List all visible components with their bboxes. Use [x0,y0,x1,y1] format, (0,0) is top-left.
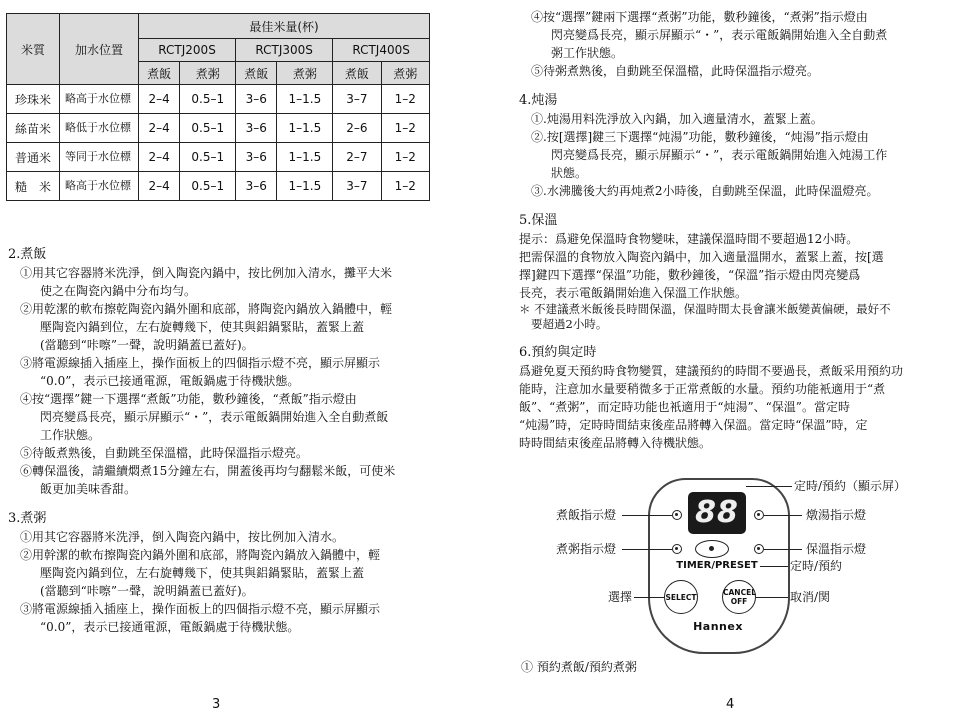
cups-cell: 3–6 [236,172,277,201]
cups-cell: 1–2 [381,85,429,114]
control-panel-diagram [556,470,958,650]
text-line: ④按“選擇”鍵一下選擇“煮飯”功能，數秒鐘後，“煮飯”指示燈由 [20,392,357,406]
cups-cell: 2–4 [139,85,180,114]
label-timer-display: 定時/預約（顯示屏） [794,479,907,493]
text-line: ⑤待粥煮熟後，自動跳至保溫檔，此時保溫指示燈亮。 [531,64,820,78]
cancel-off-button[interactable] [722,580,756,614]
leader-line [622,549,672,550]
cups-cell: 3–7 [333,85,381,114]
col-water-level: 加水位置 [60,14,139,85]
text-line: ⑥轉保溫後，請繼續燜煮15分鐘左右，開蓋後再均勻翻鬆米飯，可使米 [20,464,396,478]
left-instructions [8,246,440,636]
cups-cell: 2–4 [139,114,180,143]
text-line: 粥工作狀態。 [551,46,624,60]
text-line: ②用幹潔的軟布擦陶瓷內鍋外圍和底部，將陶瓷內鍋放入鍋體中，輕 [20,548,381,562]
leader-line [764,515,802,516]
label-timer-preset: 定時/預約 [790,559,843,573]
text-line: 飯”、“煮粥”，而定時功能也衹適用于“炖湯”、“保溫”。當定時 [519,400,850,414]
section-heading: 2.煮飯 [8,247,47,262]
rice-type-cell: 絲苗米 [7,114,60,143]
text-line: ③.水沸騰後大約再炖煮2小時後，自動跳至保溫，此時保溫燈亮。 [531,184,879,198]
text-line: 閃亮變爲長亮，顯示屏顯示“・”，表示電飯鍋開始進入炖湯工作 [551,148,888,162]
text-line: “0.0”，表示已接通電源，電飯鍋處于待機狀態。 [40,620,300,634]
rice-type-cell: 普通米 [7,143,60,172]
page-number-right: 4 [726,697,735,712]
cups-cell: 0.5–1 [180,85,236,114]
text-line: 工作狀態。 [40,428,101,442]
leader-line [634,597,664,598]
rice-type-cell: 糙 米 [7,172,60,201]
text-line: (當聽到“咔嚓”一聲，說明鍋蓋已蓋好)。 [40,584,254,598]
table-row [7,85,430,114]
cups-cell: 1–2 [381,143,429,172]
text-line: 飯更加美味香甜。 [40,482,137,496]
text-line: 使之在陶瓷內鍋中分布均勻。 [40,284,197,298]
cups-cell: 3–6 [236,114,277,143]
cups-cell: 1–1.5 [277,172,333,201]
text-line: 閃亮變爲長亮，顯示屏顯示“・”，表示電飯鍋開始進入全自動煮飯 [40,410,389,424]
text-line: 要超過2小時。 [531,317,608,331]
cups-cell: 0.5–1 [180,143,236,172]
table-row [7,143,430,172]
section-heading: 6.預約與定時 [519,345,597,360]
text-line: 壓陶瓷內鍋到位，左右旋轉幾下，使其與鋁鍋緊貼，蓋緊上蓋 [40,566,365,580]
cups-cell: 3–6 [236,143,277,172]
leader-line [622,515,672,516]
text-line: ②.按[選擇]鍵三下選擇“炖湯”功能，數秒鐘後，“炖湯”指示燈由 [531,130,869,144]
text-line: 能時，注意加水量要稍微多于正常煮飯的水量。預約功能衹適用于“煮 [519,382,886,396]
cups-cell: 2–4 [139,143,180,172]
text-line: 爲避免夏天預約時食物變質，建議預約的時間不要過長，煮飯采用預約功 [519,364,904,378]
cups-cell: 0.5–1 [180,172,236,201]
cups-cell: 2–4 [139,172,180,201]
left-page [0,0,440,717]
rice-type-cell: 珍珠米 [7,85,60,114]
label-select: 選擇 [608,590,633,604]
select-button-label: SELECT [665,592,697,602]
spacer [519,80,958,92]
text-line: ④按“選擇”鍵兩下選擇“煮粥”功能，數秒鐘後，“煮粥”指示燈由 [531,10,868,24]
select-button[interactable] [664,580,698,614]
table-body [7,85,430,201]
text-line: ⑤待飯煮熟後，自動跳至保溫檔，此時保溫指示燈亮。 [20,446,309,460]
water-level-cell: 略高于水位標 [60,172,139,201]
cook-indicator-led [672,510,682,520]
text-line: 長亮，表示電飯鍋開始進入保溫工作狀態。 [519,286,748,300]
water-level-cell: 略高于水位標 [60,85,139,114]
right-instructions [519,8,958,452]
porridge-indicator-led [672,544,682,554]
leader-line [746,486,792,487]
text-line: 閃亮變爲長亮，顯示屏顯示“・”，表示電飯鍋開始進入全自動煮 [551,28,888,42]
diagram-caption: ① 預約煮飯/預約煮粥 [521,660,637,674]
text-line: 擇]鍵四下選擇“保溫”功能，數秒鐘後，“保溫”指示燈由閃亮變爲 [519,268,861,282]
cups-cell: 1–1.5 [277,114,333,143]
led-display: 88 [688,492,746,534]
text-line: “炖湯”時，定時時間結束後産品將轉入保溫。當定時“保溫”時，定 [519,418,868,432]
text-line: 時時間結束後産品將轉入待機狀態。 [519,436,712,450]
label-porridge-led: 煮粥指示燈 [556,542,617,556]
keepwarm-indicator-led [754,544,764,554]
sub-header-porridge: 煮粥 [180,62,236,85]
text-line: 把需保溫的食物放入陶瓷內鍋中，加入適量溫開水，蓋緊上蓋，按[選 [519,250,884,264]
sub-header-cook: 煮飯 [236,62,277,85]
leader-line [764,549,802,550]
text-line: (當聽到“咔嚓”一聲，說明鍋蓋已蓋好)。 [40,338,254,352]
label-soup-led: 燉湯指示燈 [806,508,867,522]
cups-cell: 3–7 [333,172,381,201]
spacer [519,332,958,344]
text-line: ＊ 不建議煮米飯後長時間保溫，保溫時間太長會讓米飯變黃偏硬，最好不 [519,302,891,316]
text-line: ①.炖湯用料洗淨放入內鍋，加入適量清水，蓋緊上蓋。 [531,112,823,126]
timer-preset-label: TIMER/PRESET [676,560,758,571]
brand-logo: Hannex [693,620,743,633]
section-heading: 5.保溫 [519,213,558,228]
sub-header-porridge: 煮粥 [277,62,333,85]
water-level-cell: 略低于水位標 [60,114,139,143]
leader-line [756,597,788,598]
label-cancel: 取消/関 [790,590,831,604]
label-cook-led: 煮飯指示燈 [556,508,617,522]
off-button-label: OFF [730,597,748,606]
section-heading: 3.煮粥 [8,511,47,526]
text-line: 狀態。 [551,166,588,180]
text-line: ②用乾潔的軟布擦乾陶瓷內鍋外圍和底部，將陶瓷內鍋放入鍋體中，輕 [20,302,393,316]
sub-header-cook: 煮飯 [139,62,180,85]
model-header: RCTJ300S [236,39,333,62]
soup-indicator-led [754,510,764,520]
sub-header-cook: 煮飯 [333,62,381,85]
cups-cell: 0.5–1 [180,114,236,143]
sub-header-porridge: 煮粥 [381,62,429,85]
cups-cell: 3–6 [236,85,277,114]
text-line: “0.0”，表示已接通電源，電飯鍋處于待機狀態。 [40,374,300,388]
page-number-left: 3 [212,697,221,712]
cups-cell: 1–2 [381,172,429,201]
text-line: ③將電源線插入插座上，操作面板上的四個指示燈不亮，顯示屏顯示 [20,602,381,616]
label-keepwarm-led: 保溫指示燈 [806,542,867,556]
table-row [7,172,430,201]
col-best-amount: 最佳米量(杯) [139,14,430,39]
text-line: ①用其它容器將米洗淨，倒入陶瓷內鍋中，按比例加入清水，攤平大米 [20,266,393,280]
table-row [7,114,430,143]
cups-cell: 2–6 [333,114,381,143]
model-header: RCTJ200S [139,39,236,62]
cancel-button-label: CANCEL [723,588,756,597]
cups-cell: 1–1.5 [277,85,333,114]
spacer [8,498,440,510]
cups-cell: 2–7 [333,143,381,172]
text-line: 提示：爲避免保溫時食物變味，建議保溫時間不要超過12小時。 [519,232,859,246]
text-line: ③將電源線插入插座上，操作面板上的四個指示燈不亮，顯示屏顯示 [20,356,381,370]
model-header: RCTJ400S [333,39,430,62]
text-line: 壓陶瓷內鍋到位，左右旋轉幾下，使其與鋁鍋緊貼，蓋緊上蓋 [40,320,365,334]
rice-water-table [6,13,430,201]
text-line: ①用其它容器將米洗淨，倒入陶瓷內鍋中，按比例加入清水。 [20,530,345,544]
water-level-cell: 等同于水位標 [60,143,139,172]
leader-line [760,566,788,567]
cups-cell: 1–1.5 [277,143,333,172]
cups-cell: 1–2 [381,114,429,143]
spacer [519,200,958,212]
section-heading: 4.炖湯 [519,93,558,108]
timer-preset-button[interactable] [695,540,729,558]
col-rice-type: 米質 [7,14,60,85]
